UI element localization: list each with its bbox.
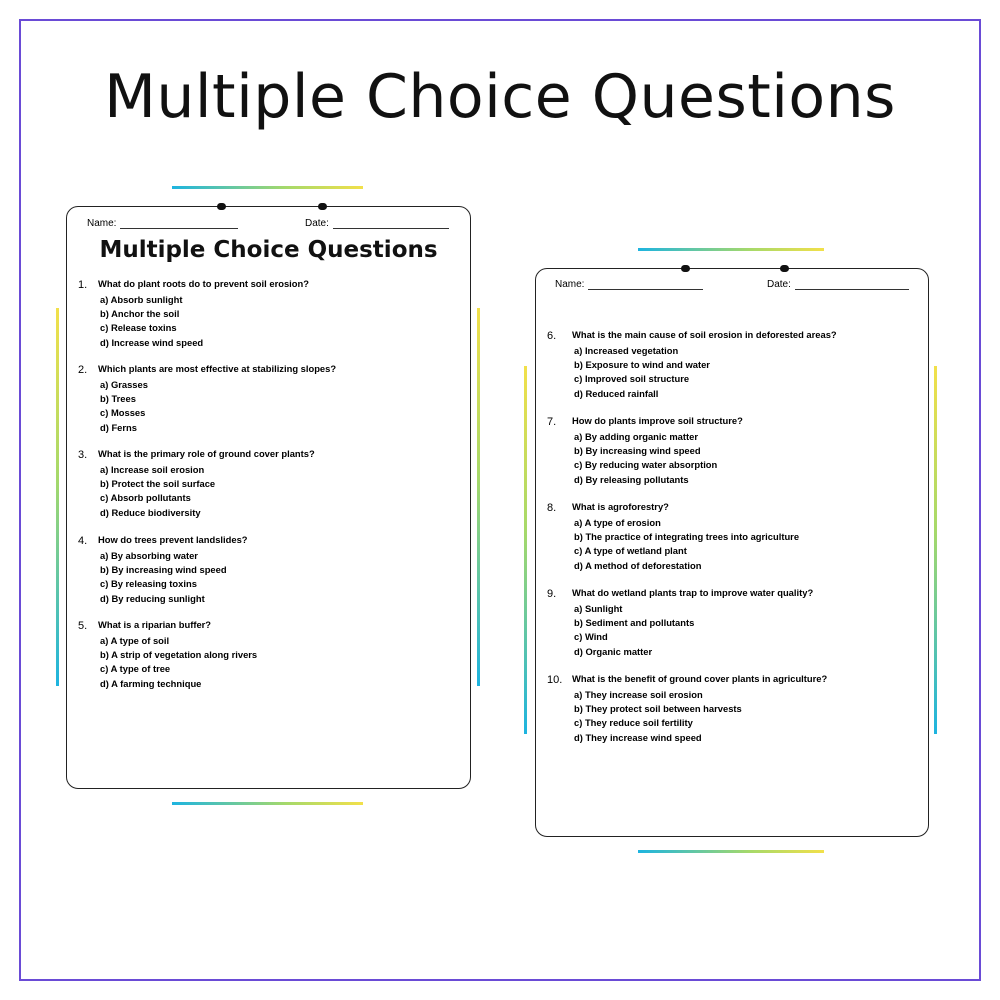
answer-option[interactable]: a) Absorb sunlight <box>100 293 183 305</box>
answer-option[interactable]: b) Exposure to wind and water <box>574 358 710 370</box>
name-input-line[interactable] <box>120 219 238 229</box>
answer-option[interactable]: c) By reducing water absorption <box>574 459 718 471</box>
decor-line-bottom-left <box>172 802 363 805</box>
answer-option[interactable]: b) By increasing wind speed <box>100 563 227 575</box>
answer-option[interactable]: d) A method of deforestation <box>574 559 702 571</box>
answer-option[interactable]: a) A type of soil <box>100 634 170 646</box>
question-number: 2. <box>78 364 88 376</box>
answer-option[interactable]: c) They reduce soil fertility <box>574 717 693 729</box>
answer-option[interactable]: d) Organic matter <box>574 645 653 657</box>
decor-line-right-2 <box>934 366 937 734</box>
answer-option[interactable]: a) A type of erosion <box>574 516 661 528</box>
question-text: What is a riparian buffer? <box>98 619 212 630</box>
binder-clip-icon <box>681 265 690 272</box>
question-number: 9. <box>547 588 557 600</box>
worksheet-title: Multiple Choice Questions <box>99 237 438 263</box>
question-text: What is the main cause of soil erosion in deforested areas? <box>572 329 837 340</box>
answer-option[interactable]: d) Reduce biodiversity <box>100 506 201 518</box>
answer-option[interactable]: a) They increase soil erosion <box>574 688 703 700</box>
decor-line-left-2 <box>524 366 527 734</box>
question-text: Which plants are most effective at stabilizing slopes? <box>98 363 337 374</box>
question-number: 7. <box>547 416 557 428</box>
date-field[interactable] <box>305 218 449 229</box>
name-label: Name: <box>555 279 585 290</box>
question-text: What do plant roots do to prevent soil erosion? <box>98 278 309 289</box>
worksheet-page-2 <box>535 268 929 837</box>
question-text: How do trees prevent landslides? <box>98 534 248 545</box>
question-text: What is the primary role of ground cover plants? <box>98 448 315 459</box>
answer-option[interactable]: a) Grasses <box>100 378 148 390</box>
decor-line-right-1 <box>477 308 480 686</box>
date-field[interactable] <box>767 279 909 290</box>
answer-option[interactable]: c) Absorb pollutants <box>100 492 191 504</box>
answer-option[interactable]: c) Wind <box>574 631 608 643</box>
answer-option[interactable]: c) Improved soil structure <box>574 373 690 385</box>
question-text: What is the benefit of ground cover plants in agriculture? <box>572 673 828 684</box>
answer-option[interactable]: b) The practice of integrating trees into agriculture <box>574 530 800 542</box>
answer-option[interactable]: b) By increasing wind speed <box>574 444 701 456</box>
date-input-line[interactable] <box>795 280 909 290</box>
question-text: How do plants improve soil structure? <box>572 415 743 426</box>
decor-line-left-1 <box>56 308 59 686</box>
answer-option[interactable]: c) A type of wetland plant <box>574 545 687 557</box>
question-number: 5. <box>78 620 88 632</box>
name-input-line[interactable] <box>588 280 703 290</box>
decor-line-top-left <box>172 186 363 189</box>
answer-option[interactable]: d) They increase wind speed <box>574 731 702 743</box>
answer-option[interactable]: d) A farming technique <box>100 677 202 689</box>
answer-option[interactable]: d) Ferns <box>100 421 137 433</box>
question-number: 4. <box>78 535 88 547</box>
name-label: Name: <box>87 218 117 229</box>
answer-option[interactable]: a) Increased vegetation <box>574 344 679 356</box>
question-number: 8. <box>547 502 557 514</box>
answer-option[interactable]: b) Sediment and pollutants <box>574 616 695 628</box>
answer-option[interactable]: b) A strip of vegetation along rivers <box>100 648 258 660</box>
answer-option[interactable]: d) By reducing sunlight <box>100 592 205 604</box>
answer-option[interactable]: b) Protect the soil surface <box>100 477 216 489</box>
answer-option[interactable]: a) Sunlight <box>574 602 623 614</box>
question-text: What do wetland plants trap to improve water quality? <box>572 587 814 598</box>
answer-option[interactable]: d) Increase wind speed <box>100 336 204 348</box>
page-title: Multiple Choice Questions <box>104 62 896 132</box>
answer-option[interactable]: a) By adding organic matter <box>574 430 698 442</box>
question-number: 3. <box>78 449 88 461</box>
answer-option[interactable]: c) A type of tree <box>100 663 171 675</box>
binder-clip-icon <box>780 265 789 272</box>
name-field[interactable] <box>555 279 703 290</box>
answer-option[interactable]: a) Increase soil erosion <box>100 463 205 475</box>
answer-option[interactable]: b) They protect soil between harvests <box>574 702 742 714</box>
answer-option[interactable]: d) Reduced rainfall <box>574 387 659 399</box>
name-field[interactable] <box>87 218 238 229</box>
answer-option[interactable]: c) By releasing toxins <box>100 578 197 590</box>
answer-option[interactable]: d) By releasing pollutants <box>574 473 689 485</box>
answer-option[interactable]: c) Release toxins <box>100 322 177 334</box>
answer-option[interactable]: c) Mosses <box>100 407 146 419</box>
date-label: Date: <box>767 279 791 290</box>
answer-option[interactable]: b) Anchor the soil <box>100 307 180 319</box>
date-label: Date: <box>305 218 329 229</box>
date-input-line[interactable] <box>333 219 449 229</box>
answer-option[interactable]: a) By absorbing water <box>100 549 198 561</box>
question-number: 1. <box>78 279 88 291</box>
decor-line-top-right <box>638 248 824 251</box>
question-number: 6. <box>547 330 557 342</box>
answer-option[interactable]: b) Trees <box>100 392 136 404</box>
question-text: What is agroforestry? <box>572 501 669 512</box>
binder-clip-icon <box>318 203 327 210</box>
decor-line-bottom-right <box>638 850 824 853</box>
binder-clip-icon <box>217 203 226 210</box>
question-number: 10. <box>547 674 563 686</box>
worksheet-page-1 <box>66 206 471 789</box>
